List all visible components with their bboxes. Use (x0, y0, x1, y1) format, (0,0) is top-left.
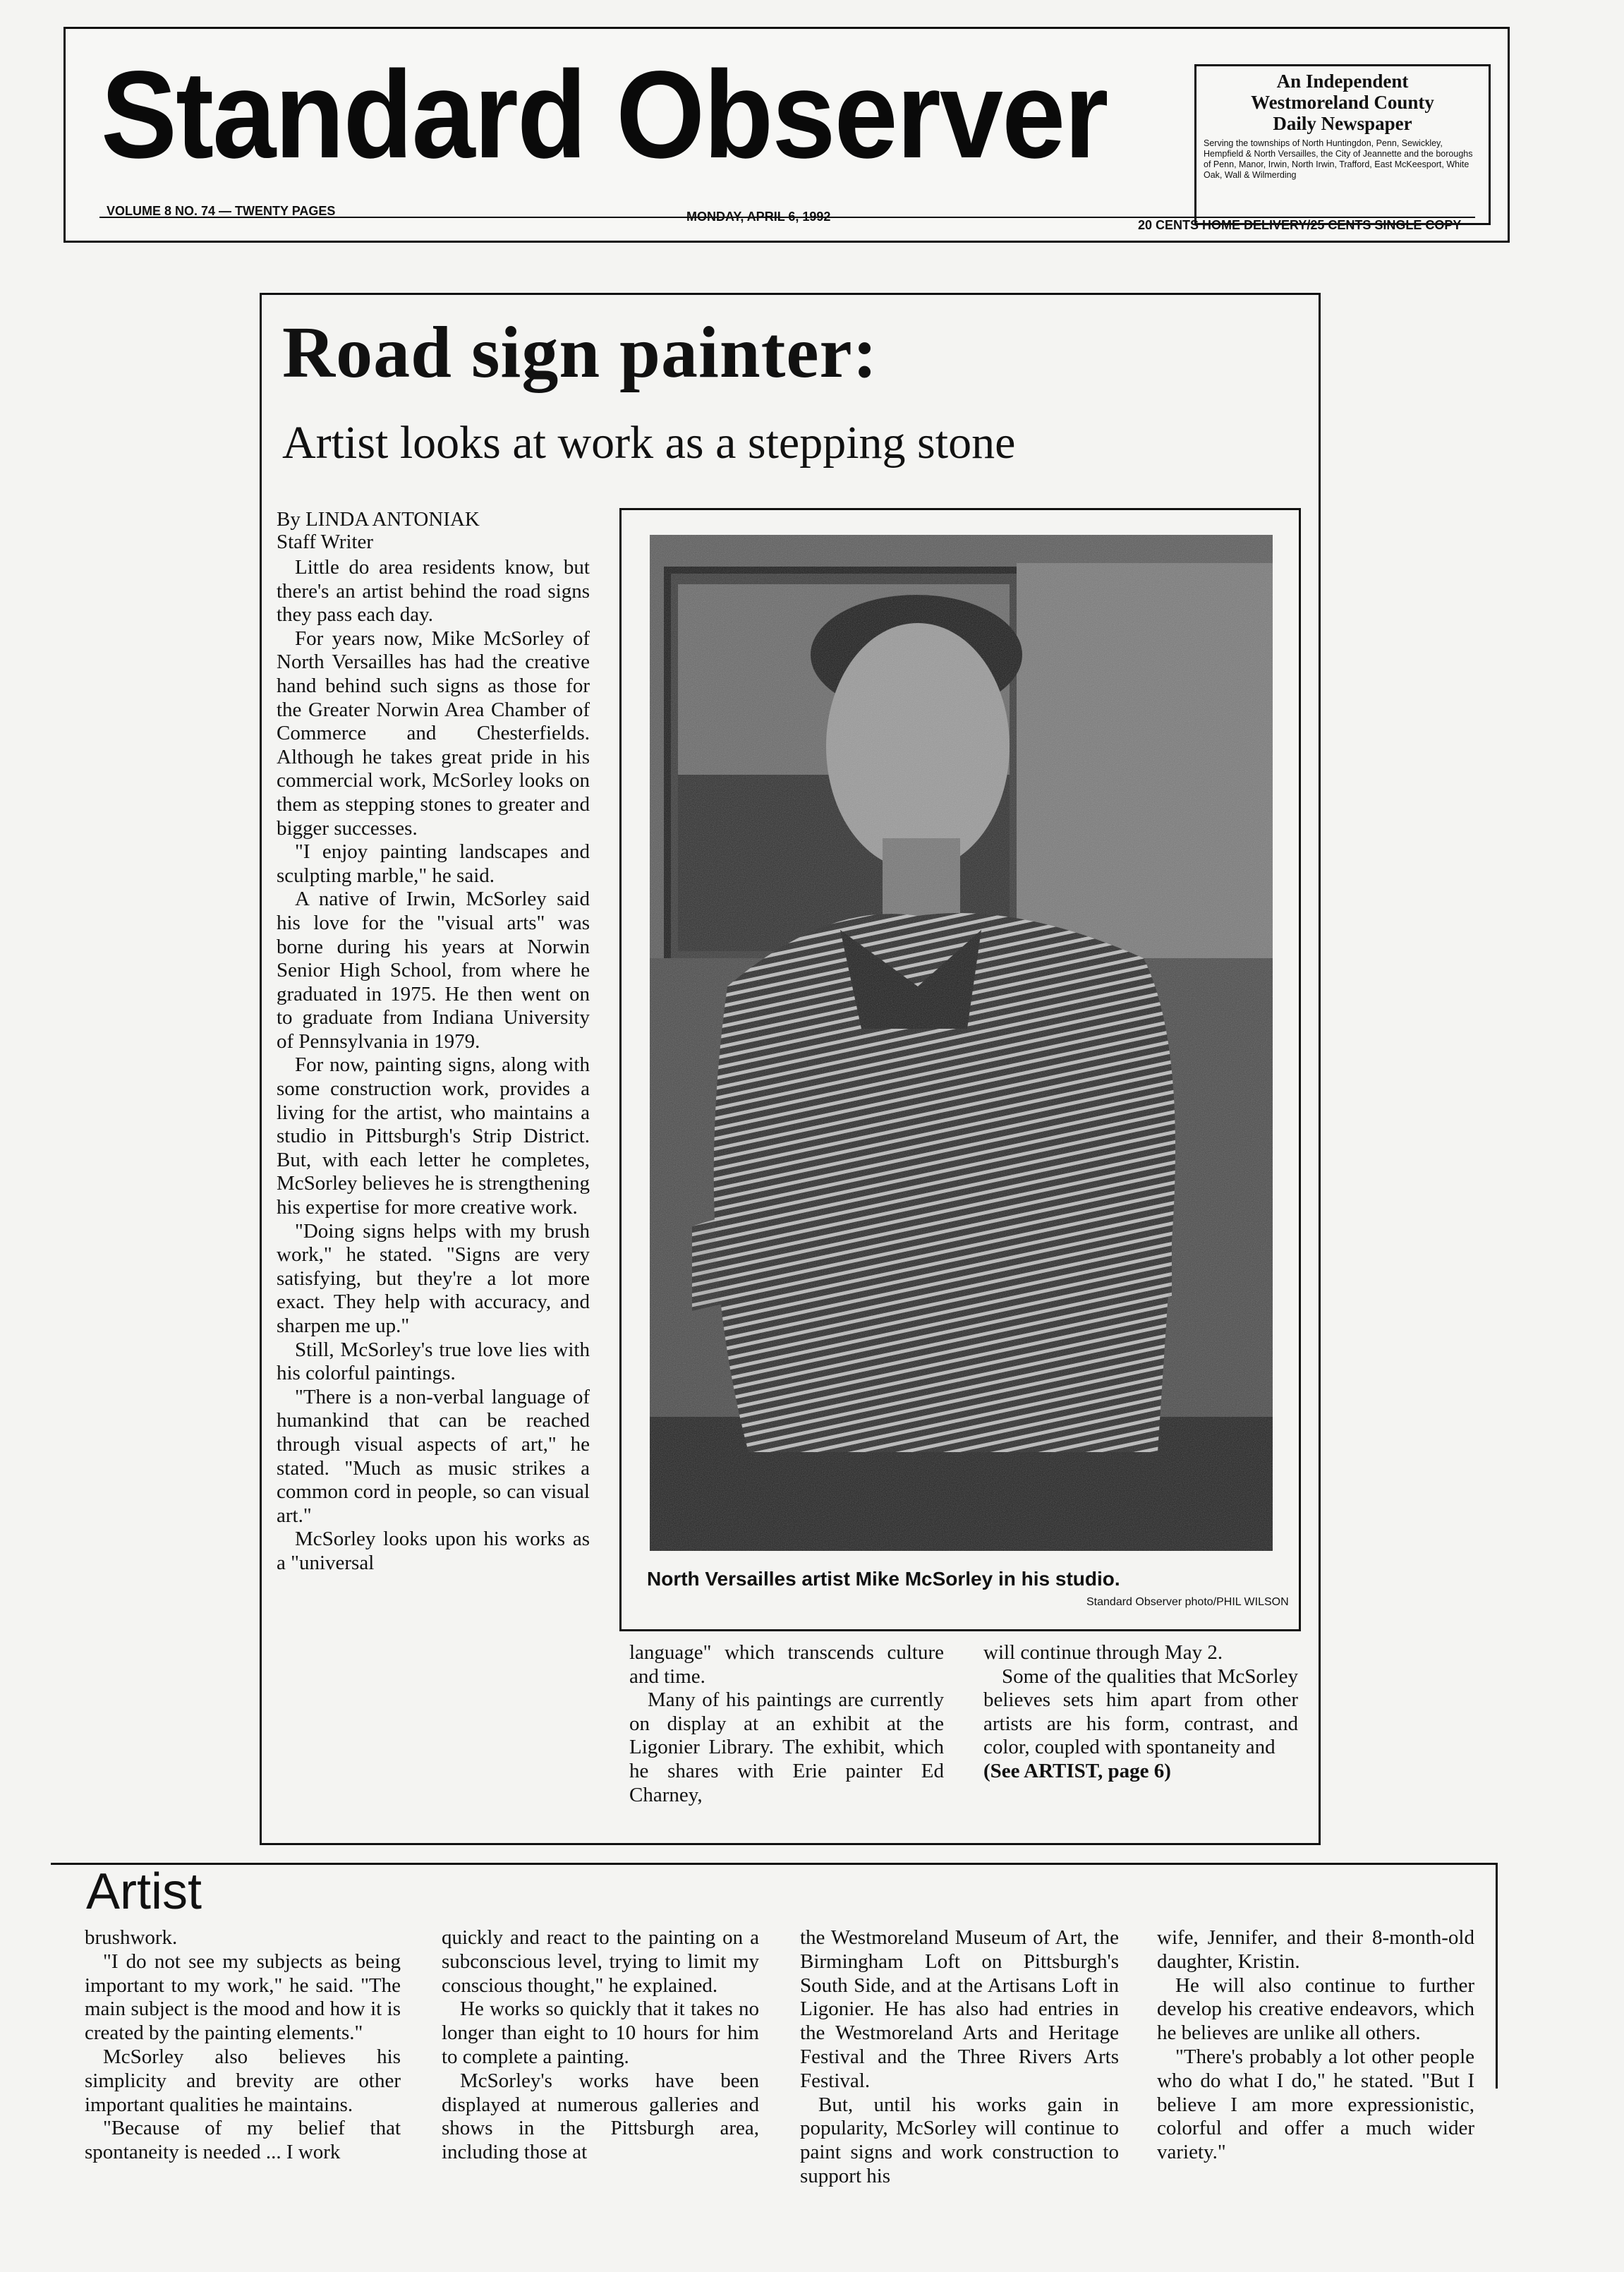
continuation-rule (51, 1863, 1496, 1865)
article-column-middle (629, 1641, 944, 1853)
paragraph: will continue through May 2. (983, 1641, 1223, 1664)
paragraph: Little do area residents know, but there's an artist behind the road signs they pass each day. (277, 556, 590, 627)
continuation-column-3 (800, 1926, 1119, 2237)
artist-photo (650, 535, 1273, 1551)
newspaper-name: Standard Observer (101, 46, 1108, 184)
continuation-column-1 (85, 1926, 401, 2237)
info-box (1194, 64, 1491, 225)
tagline-2: Westmoreland County (1251, 92, 1434, 113)
artist-portrait-image (650, 535, 1273, 1551)
article-column-right (983, 1641, 1298, 1853)
paragraph: He works so quickly that it takes no longer than eight to 10 hours for him to complete a painting. (442, 1998, 759, 2068)
date-line: MONDAY, APRIL 6, 1992 (686, 210, 831, 224)
paragraph: brushwork. (85, 1926, 178, 1949)
paragraph: Many of his paintings are currently on display at an exhibit at the Ligonier Library. The exhibit, which he shares with Erie painter Ed Charney, (629, 1688, 944, 1806)
continuation-title: Artist (86, 1863, 202, 1920)
paragraph: McSorley looks upon his works as a "universal (277, 1528, 590, 1574)
volume-line: VOLUME 8 NO. 74 — TWENTY PAGES (107, 204, 336, 218)
serving-area-text: Serving the townships of North Huntingdon, Penn, Sewickley, Hempfield & North Versailles, the City of Jeannette and the boroughs of Penn, Manor, Irwin, North Irwin, Trafford, East McKeesport, White Oak, Wall & Wilmerding (1204, 138, 1473, 180)
photo-caption: North Versailles artist Mike McSorley in his studio. (647, 1568, 1120, 1590)
paragraph: McSorley's works have been displayed at numerous galleries and shows in the Pittsburgh area, including those at (442, 2069, 759, 2164)
photo-credit: Standard Observer photo/PHIL WILSON (1086, 1596, 1289, 1608)
article-frame-right (1319, 293, 1321, 1845)
continuation-column-4 (1157, 1926, 1474, 2237)
headline: Road sign painter: (282, 312, 878, 393)
paragraph: wife, Jennifer, and their 8-month-old daughter, Kristin. (1157, 1926, 1474, 1973)
jump-line: (See ARTIST, page 6) (983, 1759, 1171, 1782)
byline (277, 508, 480, 553)
subheadline: Artist looks at work as a stepping stone (282, 417, 1016, 469)
masthead (63, 27, 1510, 243)
byline-title: Staff Writer (277, 531, 374, 553)
paragraph: language" which transcends culture and time. (629, 1641, 944, 1688)
paragraph: Still, McSorley's true love lies with his colorful paintings. (277, 1338, 590, 1385)
paragraph: But, until his works gain in popularity, McSorley will continue to paint signs and work construction to support his (800, 2093, 1119, 2187)
paragraph: "I do not see my subjects as being important to my work," he said. "The main subject is the mood and how it is created by the painting elements." (85, 1950, 401, 2045)
paragraph: "I enjoy painting landscapes and sculpting marble," he said. (277, 840, 590, 887)
paragraph: the Westmoreland Museum of Art, the Birmingham Loft on Pittsburgh's South Side, and at the Artisans Loft in Ligonier. He has also had entries in the Westmoreland Arts and Heritage Festival and the Three Rivers Arts Festival. (800, 1926, 1119, 2092)
article-frame-left (260, 293, 262, 1845)
price-line: 20 CENTS HOME DELIVERY/25 CENTS SINGLE COPY (1138, 218, 1462, 232)
paragraph: "There is a non-verbal language of humankind that can be reached through visual aspects of art," he stated. "Much as music strikes a common cord in people, so can visual art." (277, 1385, 590, 1527)
paragraph: quickly and react to the painting on a subconscious level, trying to limit my conscious thought," he explained. (442, 1926, 759, 1997)
paragraph: He will also continue to further develop his creative endeavors, which he believes are unlike all others. (1157, 1974, 1474, 2045)
tagline-3: Daily Newspaper (1273, 113, 1412, 134)
article-column-left (277, 556, 590, 2038)
continuation-side-rule (1496, 1863, 1498, 2089)
paragraph: For now, painting signs, along with some construction work, provides a living for the artist, who maintains a studio in Pittsburgh's Strip District. But, with each letter he completes, McSorley believes he is strengthening his expertise for more creative work. (277, 1053, 590, 1219)
paragraph: "There's probably a lot other people who do what I do," he stated. "But I believe I am more expressionistic, colorful and offer a much wider variety." (1157, 2045, 1474, 2164)
paragraph: McSorley also believes his simplicity and brevity are other important qualities he maintains. (85, 2045, 401, 2116)
paragraph: "Because of my belief that spontaneity is needed ... I work (85, 2117, 401, 2164)
paragraph: A native of Irwin, McSorley said his love for the "visual arts" was borne during his years at Norwin Senior High School, from where he graduated in 1975. He then went on to graduate from Indiana University of Pennsylvania in 1979. (277, 888, 590, 1053)
article-frame-top (260, 293, 1321, 295)
paragraph: "Doing signs helps with my brush work," he stated. "Signs are very satisfying, but they're a lot more exact. They help with accuracy, and sharpen me up." (277, 1219, 590, 1337)
tagline-1: An Independent (1276, 71, 1409, 92)
paragraph: Some of the qualities that McSorley believes sets him apart from other artists are his form, contrast, and color, coupled with spontaneity and (983, 1664, 1298, 1759)
byline-name: By LINDA ANTONIAK (277, 508, 480, 531)
paragraph: For years now, Mike McSorley of North Versailles has had the creative hand behind such signs as those for the Greater Norwin Area Chamber of Commerce and Chesterfields. Although he takes great pride in his commercial work, McSorley looks on them as stepping stones to greater and bigger successes. (277, 627, 590, 840)
continuation-column-2 (442, 1926, 759, 2237)
